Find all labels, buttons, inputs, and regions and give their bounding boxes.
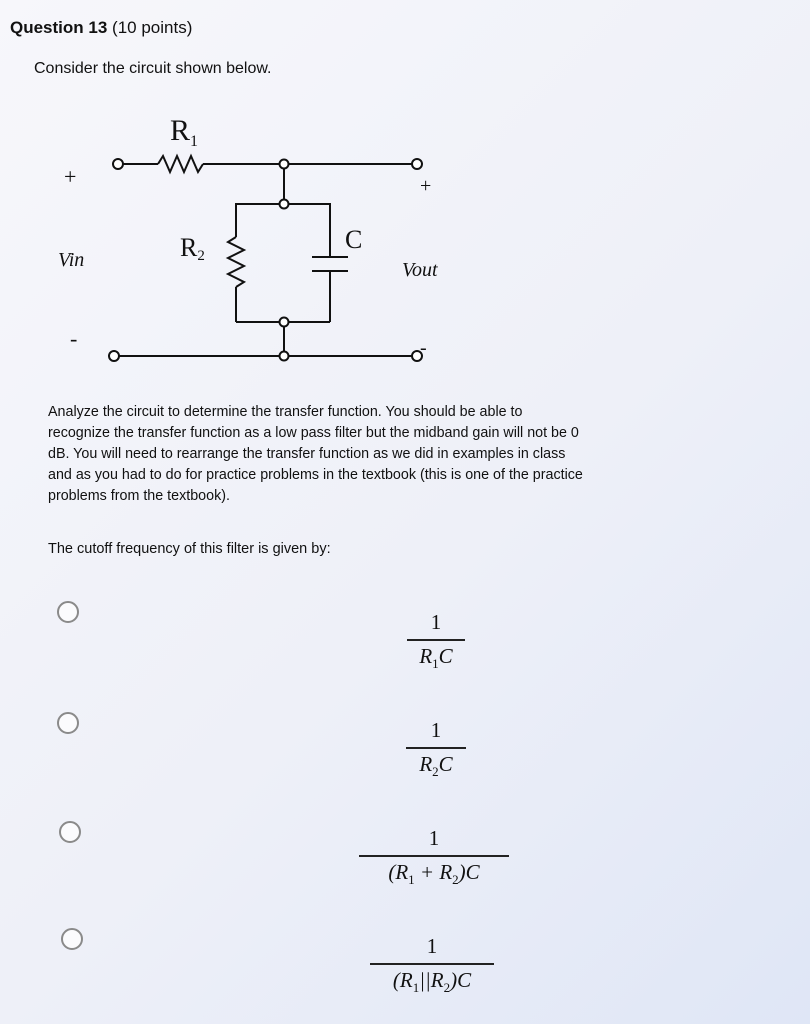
vout-label: Vout [402, 259, 438, 281]
analysis-paragraph [48, 402, 800, 507]
option-3-formula [359, 826, 509, 888]
c-label: C [345, 225, 363, 254]
option-4-numerator: 1 [426, 934, 438, 958]
vin-plus-terminal [113, 159, 123, 169]
r1-letter: R [170, 114, 191, 147]
option-2-denominator: $R_2C$ [419, 751, 453, 779]
analysis-line: recognize the transfer function as a low pass filter but the midband gain will not be 0 [48, 425, 579, 441]
question-title [10, 18, 192, 38]
option-4-radio[interactable] [61, 928, 83, 950]
option-1-radio[interactable] [57, 601, 79, 623]
option-1-denominator: $R_1C$ [419, 643, 453, 671]
question-number: Question 13 [10, 18, 108, 37]
option-1-numerator: 1 [430, 610, 442, 634]
option-3-numerator: 1 [428, 826, 440, 850]
analysis-line: Analyze the circuit to determine the transfer function. You should be able to [48, 404, 523, 420]
node-top [280, 160, 289, 169]
node-bottom [280, 352, 289, 361]
option-4-denominator: $(R_1||R_2)C$ [392, 967, 472, 995]
r2-letter: R [180, 233, 198, 262]
question-intro: Consider the circuit shown below. [34, 60, 272, 77]
vin-label: Vin [58, 249, 85, 271]
r1-resistor [158, 156, 203, 172]
analysis-line: and as you had to do for practice problems in the textbook (this is one of the practice [48, 467, 583, 483]
node-box-bottom [280, 318, 289, 327]
r1-subscript: 1 [190, 133, 199, 150]
option-2-numerator: 1 [430, 718, 442, 742]
analysis-line: problems from the textbook). [48, 488, 230, 504]
option-2-radio[interactable] [57, 712, 79, 734]
option-1-formula [407, 610, 465, 672]
vin-minus-terminal [109, 351, 119, 361]
option-4-formula [370, 934, 494, 996]
r2-label [180, 233, 205, 264]
question-points: (10 points) [112, 18, 193, 37]
minus-right-label: - [420, 337, 427, 359]
circuit-diagram [0, 100, 810, 390]
plus-left-label: + [64, 164, 77, 189]
option-2-formula [406, 718, 466, 780]
minus-left-label: - [70, 326, 78, 351]
r1-label [170, 114, 198, 150]
vout-plus-terminal [412, 159, 422, 169]
node-box-top [280, 200, 289, 209]
parallel-box-top [236, 204, 330, 257]
cutoff-prompt: The cutoff frequency of this filter is given by: [48, 541, 331, 557]
option-3-denominator: $(R_1 + R_2)C$ [388, 859, 480, 887]
r2-resistor [228, 237, 244, 287]
plus-right-label: + [420, 175, 432, 197]
analysis-line: dB. You will need to rearrange the transfer function as we did in examples in class [48, 446, 566, 462]
option-3-radio[interactable] [59, 821, 81, 843]
r2-subscript: 2 [197, 248, 205, 264]
